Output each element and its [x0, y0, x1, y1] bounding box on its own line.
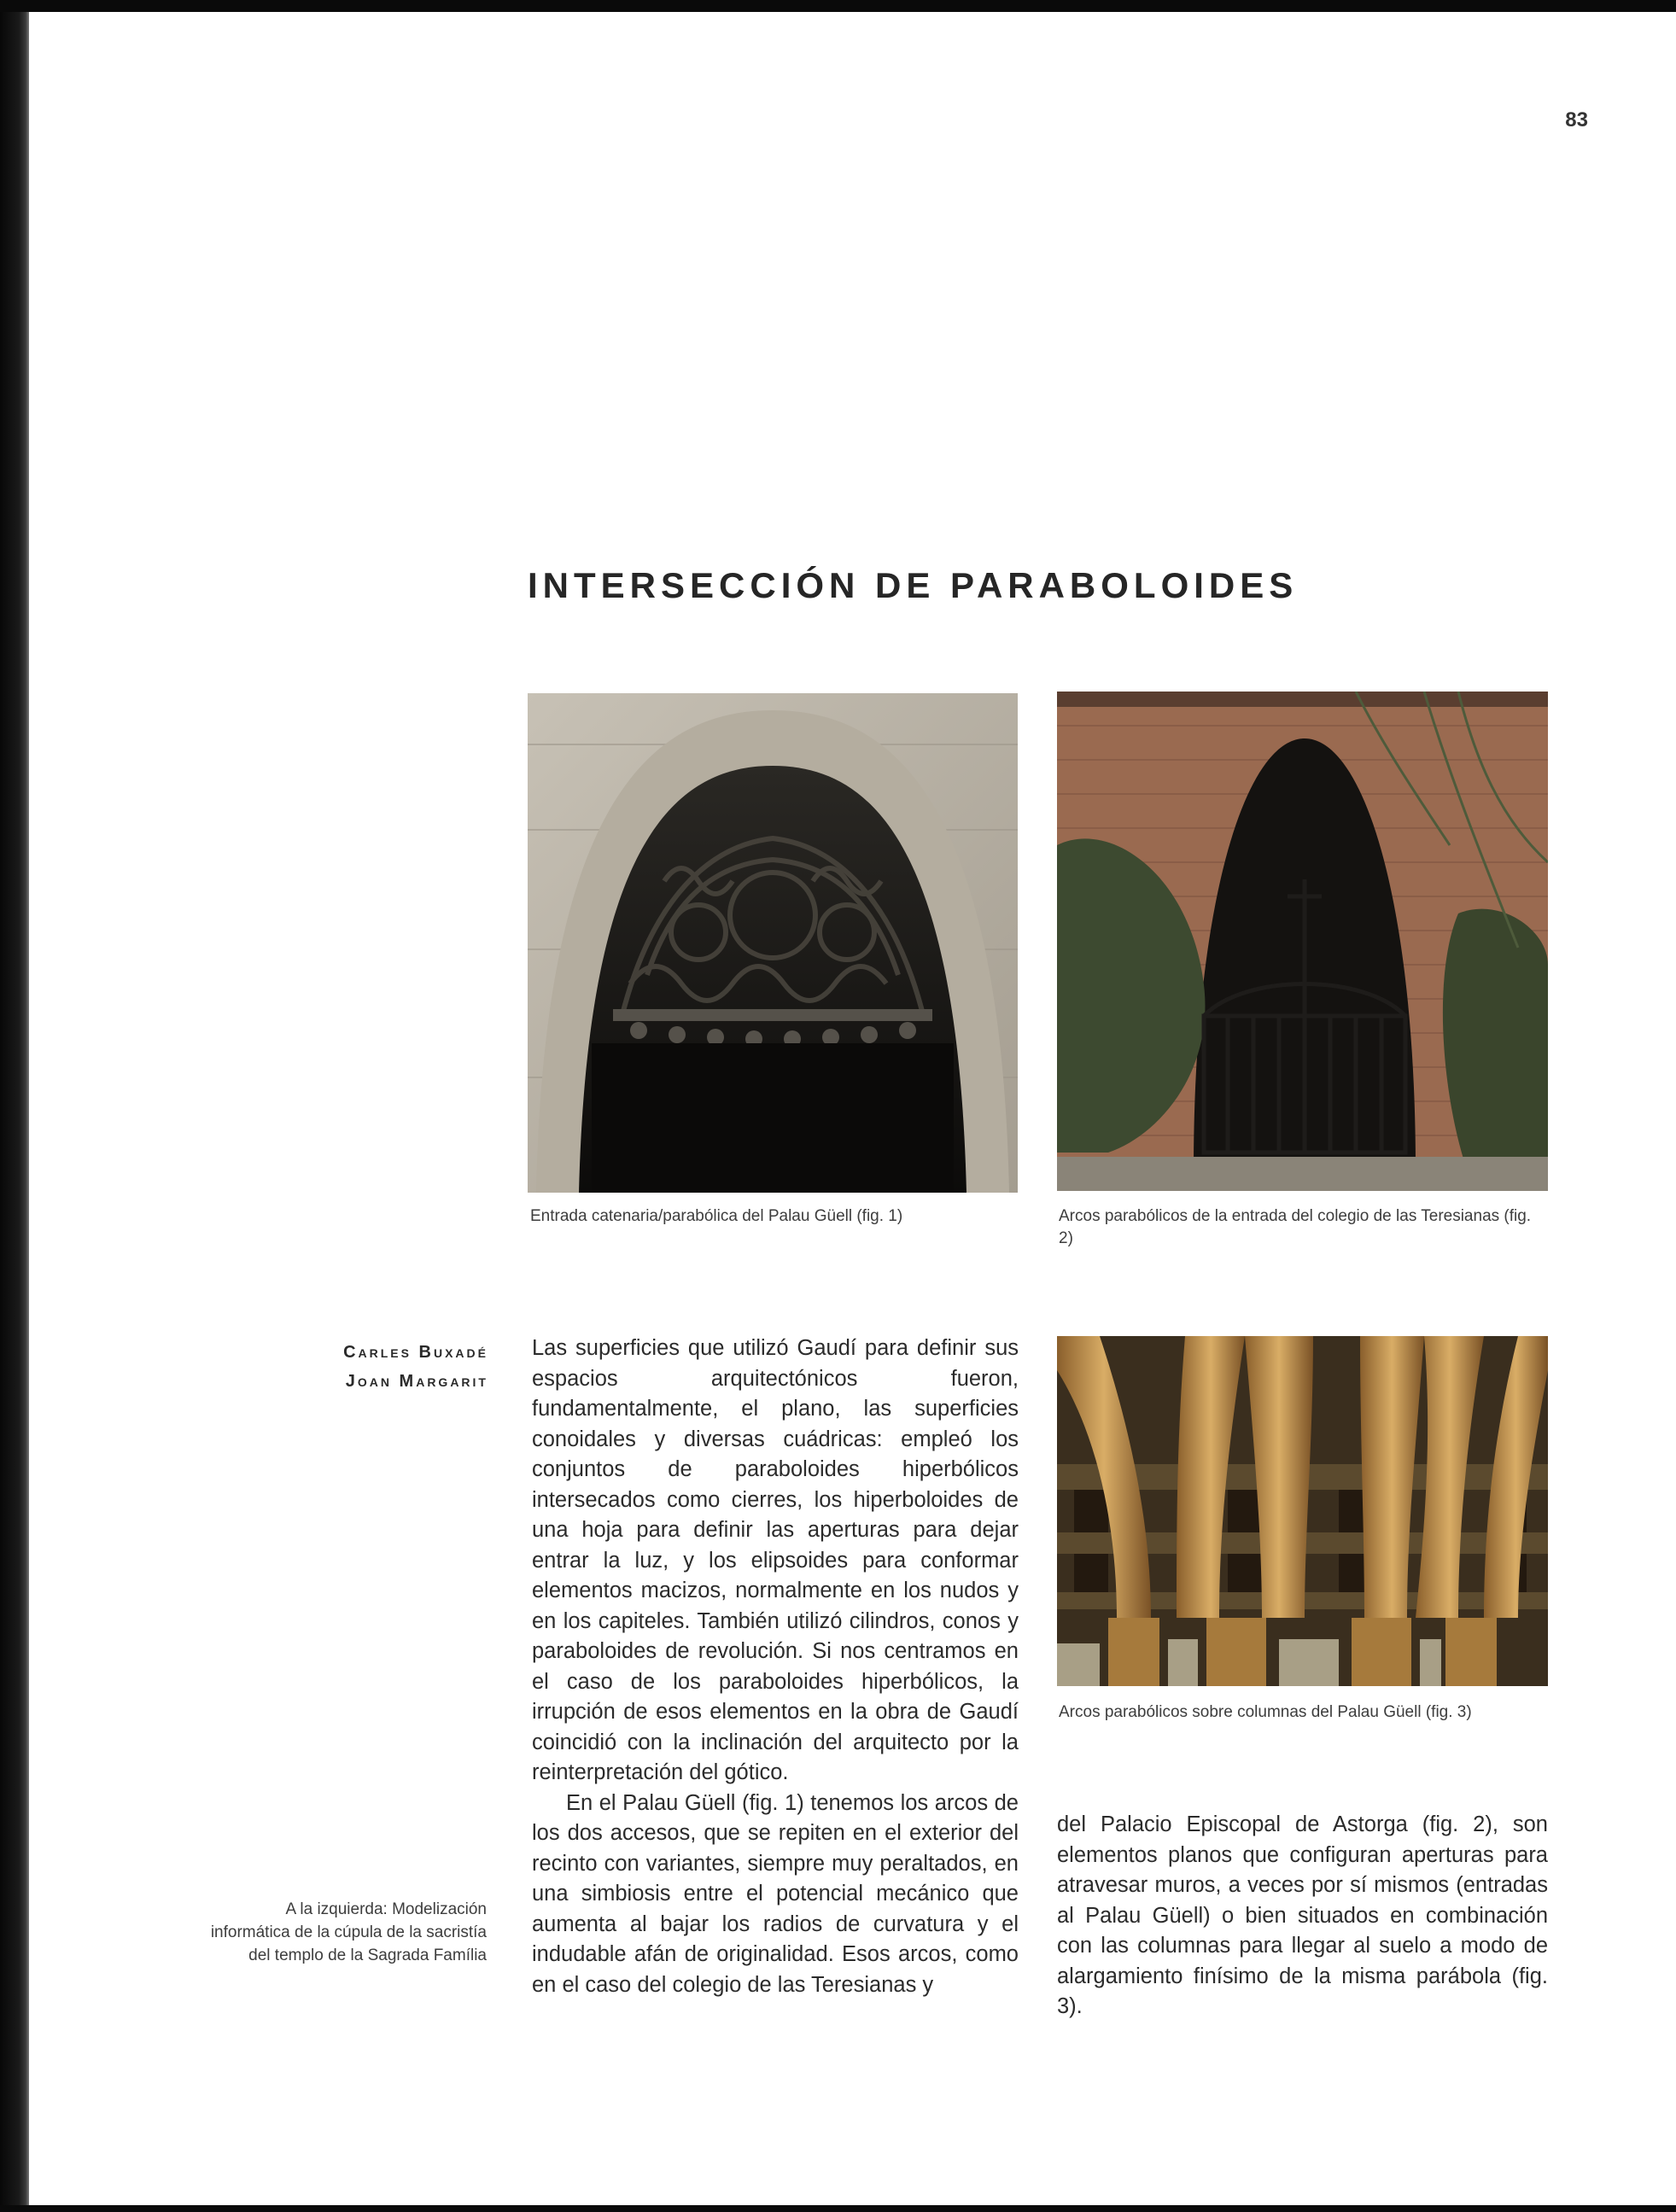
author-1: Carles Buxadé — [343, 1343, 488, 1362]
page-title: INTERSECCIÓN DE PARABOLOIDES — [528, 565, 1299, 605]
scan-frame-bottom — [0, 2205, 1676, 2212]
figure-3-caption: Arcos parabólicos sobre columnas del Palau Güell (fig. 3) — [1059, 1703, 1472, 1721]
body-paragraph-1: Las superficies que utilizó Gaudí para definir sus espacios arquitectónicos fueron, fundamentalmente, el plano, las superficies conoidales y diversas cuádricas: empleó los conjuntos de paraboloides hiperbólicos intersecados como cierres, los hiperboloides de una hoja para definir las aperturas para dejar entrar la luz, y los elipsoides para conformar elementos macizos, normalmente en los nudos y en los capiteles. También utilizó cilindros, conos y paraboloides de revolución. Si nos centramos en el caso de los paraboloides hiperbólicos, la irrupción de esos elementos en la obra de Gaudí coincidió con la inclinación del arquitecto por la reinterpretación del gótico. — [532, 1336, 1019, 1784]
body-paragraph-3: del Palacio Episcopal de Astorga (fig. 2), son elementos planos que configuran aperturas para atravesar muros, a veces por sí mismos (entradas al Palau Güell) o bien situados en combinación con las columnas para llegar al suelo a modo de alargamiento finísimo de la misma parábola (fig. 3). — [1057, 1812, 1548, 2018]
authors — [256, 1338, 488, 1396]
figure-1-photo — [528, 693, 1018, 1193]
figure-2-photo — [1057, 692, 1548, 1191]
figure-1-caption: Entrada catenaria/parabólica del Palau Güell (fig. 1) — [530, 1207, 903, 1225]
scan-frame-top — [0, 0, 1676, 12]
body-column-1 — [532, 1334, 1019, 2000]
side-note: A la izquierda: Modelización informática de la cúpula de la sacristía del templo de la Sagrada Família — [210, 1900, 487, 1964]
figure-2-caption: Arcos parabólicos de la entrada del colegio de las Teresianas (fig. 2) — [1059, 1207, 1532, 1247]
body-column-2 — [1057, 1810, 1548, 2022]
page-number: 83 — [1565, 108, 1588, 131]
body-paragraph-2: En el Palau Güell (fig. 1) tenemos los arcos de los dos accesos, que se repiten en el exterior del recinto con variantes, siempre muy peraltados, en una simbiosis entre el potencial mecánico que aumenta al bajar los radios de curvatura y el indudable afán de originalidad. Esos arcos, como en el caso del colegio de las Teresianas y — [532, 1790, 1019, 1997]
scan-frame-left — [0, 0, 29, 2212]
author-2: Joan Margarit — [345, 1372, 488, 1391]
figure-3-photo — [1057, 1336, 1548, 1686]
